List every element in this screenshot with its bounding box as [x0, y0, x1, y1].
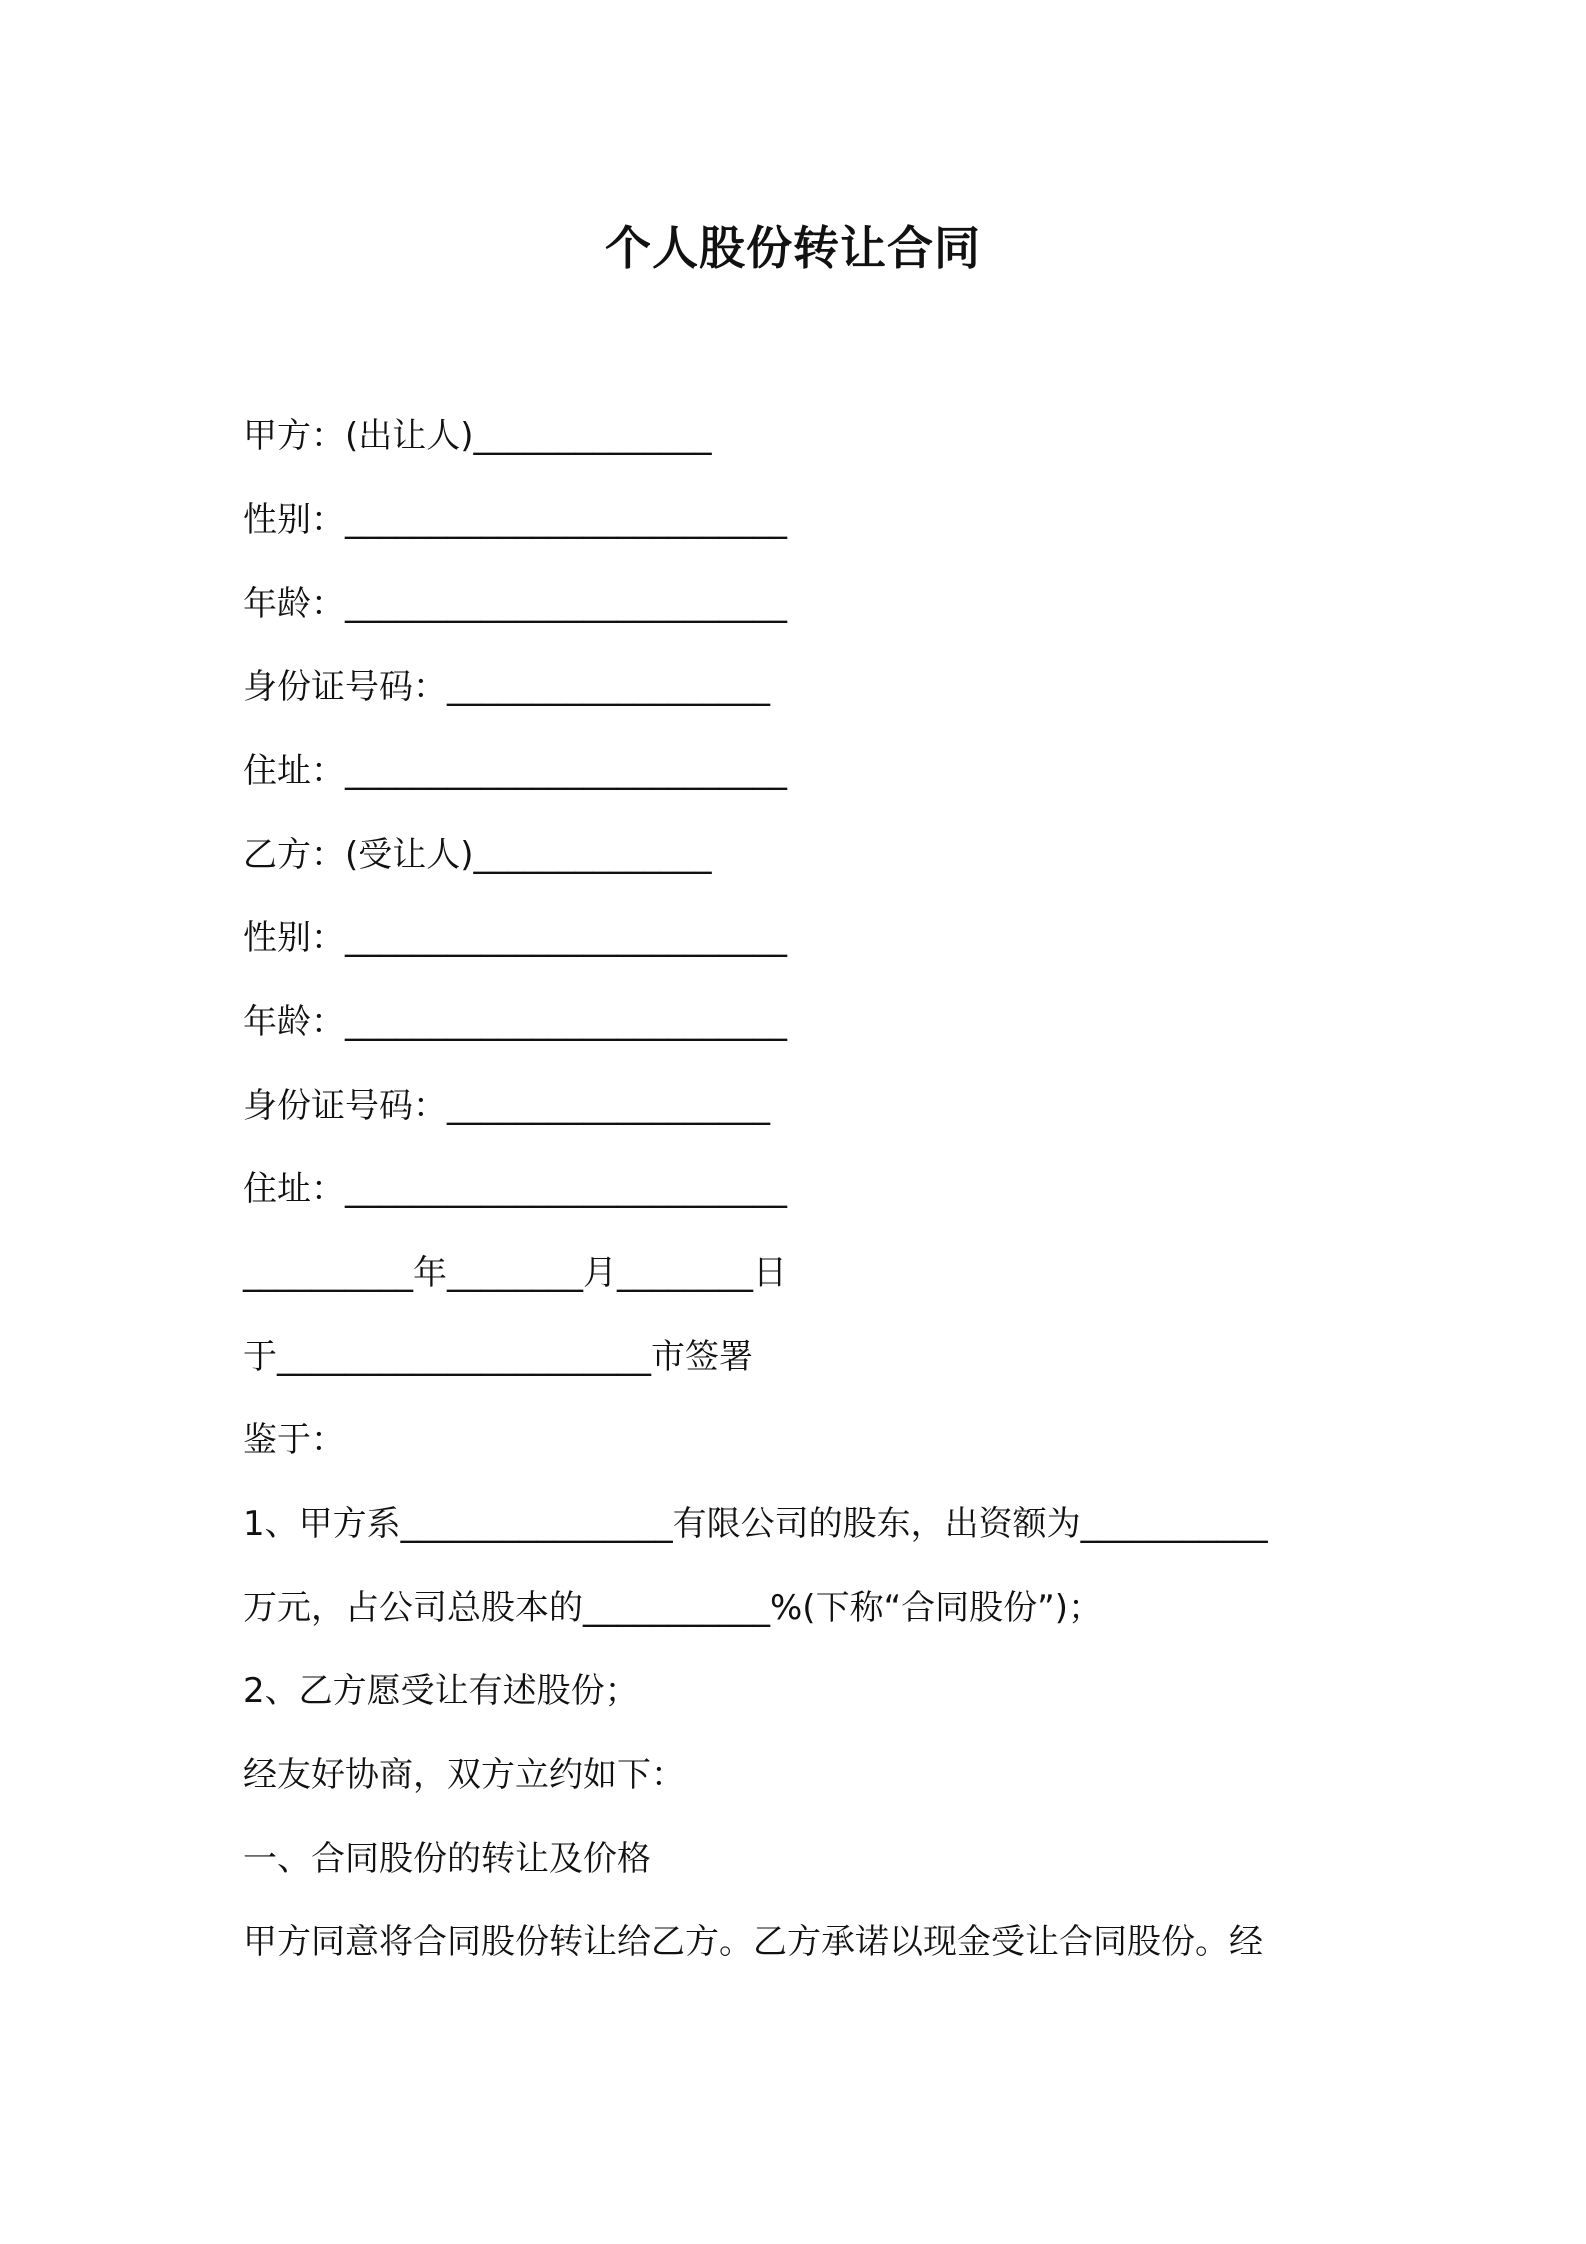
buyer-id-number-line: 身份证号码：___________________	[243, 1086, 770, 1126]
agreement-intro: 经友好协商，双方立约如下：	[243, 1755, 685, 1795]
seller-id-number-line: 身份证号码：___________________	[243, 667, 770, 707]
recital-1-line-2: 万元，占公司总股本的___________%(下称“合同股份”)；	[243, 1588, 1103, 1628]
buyer-address-line: 住址：__________________________	[243, 1169, 787, 1209]
whereas-heading: 鉴于：	[243, 1420, 345, 1460]
signing-place-line: 于______________________市签署	[243, 1337, 753, 1377]
document-title: 个人股份转让合同	[605, 221, 981, 275]
seller-name-line: 甲方：(出让人)______________	[243, 416, 712, 456]
signing-date-line: __________年________月________日	[243, 1253, 787, 1293]
recital-2: 2、乙方愿受让有述股份；	[243, 1671, 639, 1711]
buyer-name-line: 乙方：(受让人)______________	[243, 835, 712, 875]
recital-1-line-1: 1、甲方系________________有限公司的股东，出资额为___________	[243, 1504, 1268, 1544]
buyer-age-line: 年龄：__________________________	[243, 1002, 787, 1042]
section-1-paragraph: 甲方同意将合同股份转让给乙方。乙方承诺以现金受让合同股份。经	[243, 1922, 1263, 1962]
seller-age-line: 年龄：__________________________	[243, 584, 787, 624]
seller-address-line: 住址：__________________________	[243, 751, 787, 791]
seller-gender-line: 性别：__________________________	[243, 500, 787, 540]
buyer-gender-line: 性别：__________________________	[243, 918, 787, 958]
section-1-heading: 一、合同股份的转让及价格	[243, 1839, 651, 1879]
